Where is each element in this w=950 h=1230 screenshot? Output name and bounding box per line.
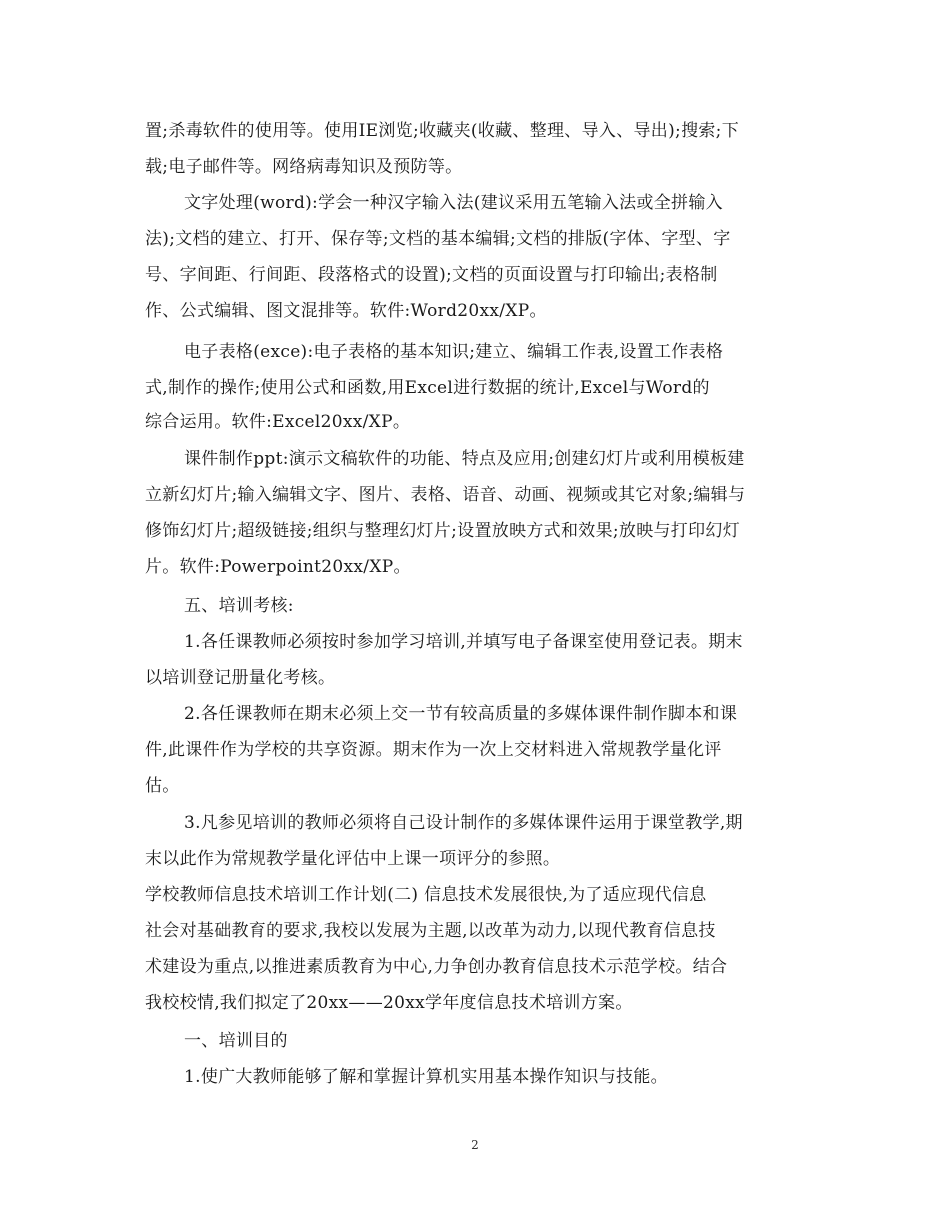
text-line: 件,此课件作为学校的共享资源。期末作为一次上交材料进入常规教学量化评 (145, 740, 722, 760)
text-line: 立新幻灯片;输入编辑文字、图片、表格、语音、动画、视频或其它对象;编辑与 (145, 485, 746, 505)
text-line: 式,制作的操作;使用公式和函数,用Excel进行数据的统计,Excel与Word的 (145, 378, 710, 398)
text-line: 修饰幻灯片;超级链接;组织与整理幻灯片;设置放映方式和效果;放映与打印幻灯 (145, 521, 741, 541)
text-line: 综合运用。软件:Excel20xx/XP。 (145, 412, 411, 432)
text-line: 1.使广大教师能够了解和掌握计算机实用基本操作知识与技能。 (184, 1067, 668, 1087)
text-line: 以培训登记册量化考核。 (145, 668, 336, 688)
text-line: 社会对基础教育的要求,我校以发展为主题,以改革为动力,以现代教育信息技 (145, 921, 716, 941)
section-heading: 五、培训考核: (184, 596, 294, 616)
text-line: 1.各任课教师必须按时参加学习培训,并填写电子备课室使用登记表。期末 (184, 632, 743, 652)
section-heading: 一、培训目的 (184, 1031, 288, 1051)
page-number: 2 (471, 1138, 479, 1152)
text-line: 法);文档的建立、打开、保存等;文档的基本编辑;文档的排版(字体、字型、字 (145, 229, 731, 249)
text-line: 文字处理(word):学会一种汉字输入法(建议采用五笔输入法或全拼输入 (184, 193, 723, 213)
text-line: 课件制作ppt:演示文稿软件的功能、特点及应用;创建幻灯片或利用模板建 (184, 449, 745, 469)
text-line: 末以此作为常规教学量化评估中上课一项评分的参照。 (145, 849, 561, 869)
text-line: 2.各任课教师在期末必须上交一节有较高质量的多媒体课件制作脚本和课 (184, 704, 738, 724)
text-line: 置;杀毒软件的使用等。使用IE浏览;收藏夹(收藏、整理、导入、导出);搜索;下 (145, 121, 739, 141)
text-line: 术建设为重点,以推进素质教育为中心,力争创办教育信息技术示范学校。结合 (145, 957, 728, 977)
text-line: 作、公式编辑、图文混排等。软件:Word20xx/XP。 (145, 301, 547, 321)
text-line: 号、字间距、行间距、段落格式的设置);文档的页面设置与打印输出;表格制 (145, 265, 718, 285)
text-line: 片。软件:Powerpoint20xx/XP。 (145, 557, 411, 577)
text-line: 学校教师信息技术培训工作计划(二) 信息技术发展很快,为了适应现代信息 (145, 885, 707, 905)
text-line: 我校校情,我们拟定了20xx——20xx学年度信息技术培训方案。 (145, 993, 633, 1013)
text-line: 3.凡参见培训的教师必须将自己设计制作的多媒体课件运用于课堂教学,期 (184, 813, 743, 833)
text-line: 电子表格(exce):电子表格的基本知识;建立、编辑工作表,设置工作表格 (184, 342, 724, 362)
text-line: 估。 (145, 776, 180, 796)
text-line: 载;电子邮件等。网络病毒知识及预防等。 (145, 157, 463, 177)
